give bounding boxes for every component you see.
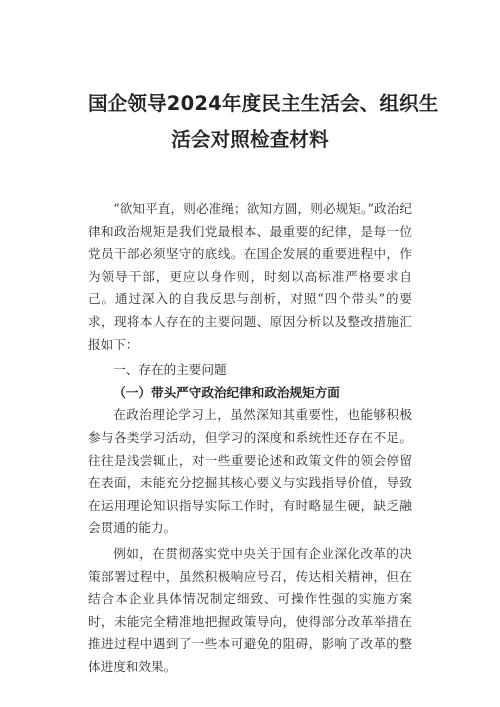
title-line-2: 活会对照检查材料 <box>171 128 329 151</box>
body-paragraph-2: 例如，在贯彻落实党中央关于国有企业深化改革的决策部署过程中，虽然积极响应号召，传达相关精神，但在结合本企业具体情况制定细致、可操作性强的实施方案时，未能完全精准地把握政策导向，使得部分改革举措在推进过程中遇到了一些本可避免的阻碍，影响了改革的整体进度和效果。 <box>88 545 412 674</box>
title-line-1: 国企领导2024年度民主生活会、组织生 <box>88 92 439 115</box>
section-heading-1: 一、存在的主要问题 <box>113 362 227 378</box>
body-paragraph-1: 在政治理论学习上，虽然深知其重要性，也能够积极参与各类学习活动，但学习的深度和系统性还存在不足。往往是浅尝辄止，对一些重要论述和政策文件的领会停留在表面，未能充分挖掘其核心要义与实践指导价值，导致在运用理论知识指导实际工作时，有时略显生硬，缺乏融会贯通的能力。 <box>88 407 412 536</box>
intro-paragraph: “欲知平直，则必准绳；欲知方圆，则必规矩。”政治纪律和政治规矩是我们党最根本、最重要的纪律，是每一位党员干部必须坚守的底线。在国企发展的重要进程中，作为领导干部，更应以身作则，时刻以高标准严格要求自己。通过深入的自我反思与剖析，对照“四个带头”的要求，现将本人存在的主要问题、原因分析以及整改措施汇报如下： <box>88 201 412 352</box>
document-title <box>88 86 439 158</box>
subsection-heading-1: （一）带头严守政治纪律和政治规矩方面 <box>113 384 340 400</box>
